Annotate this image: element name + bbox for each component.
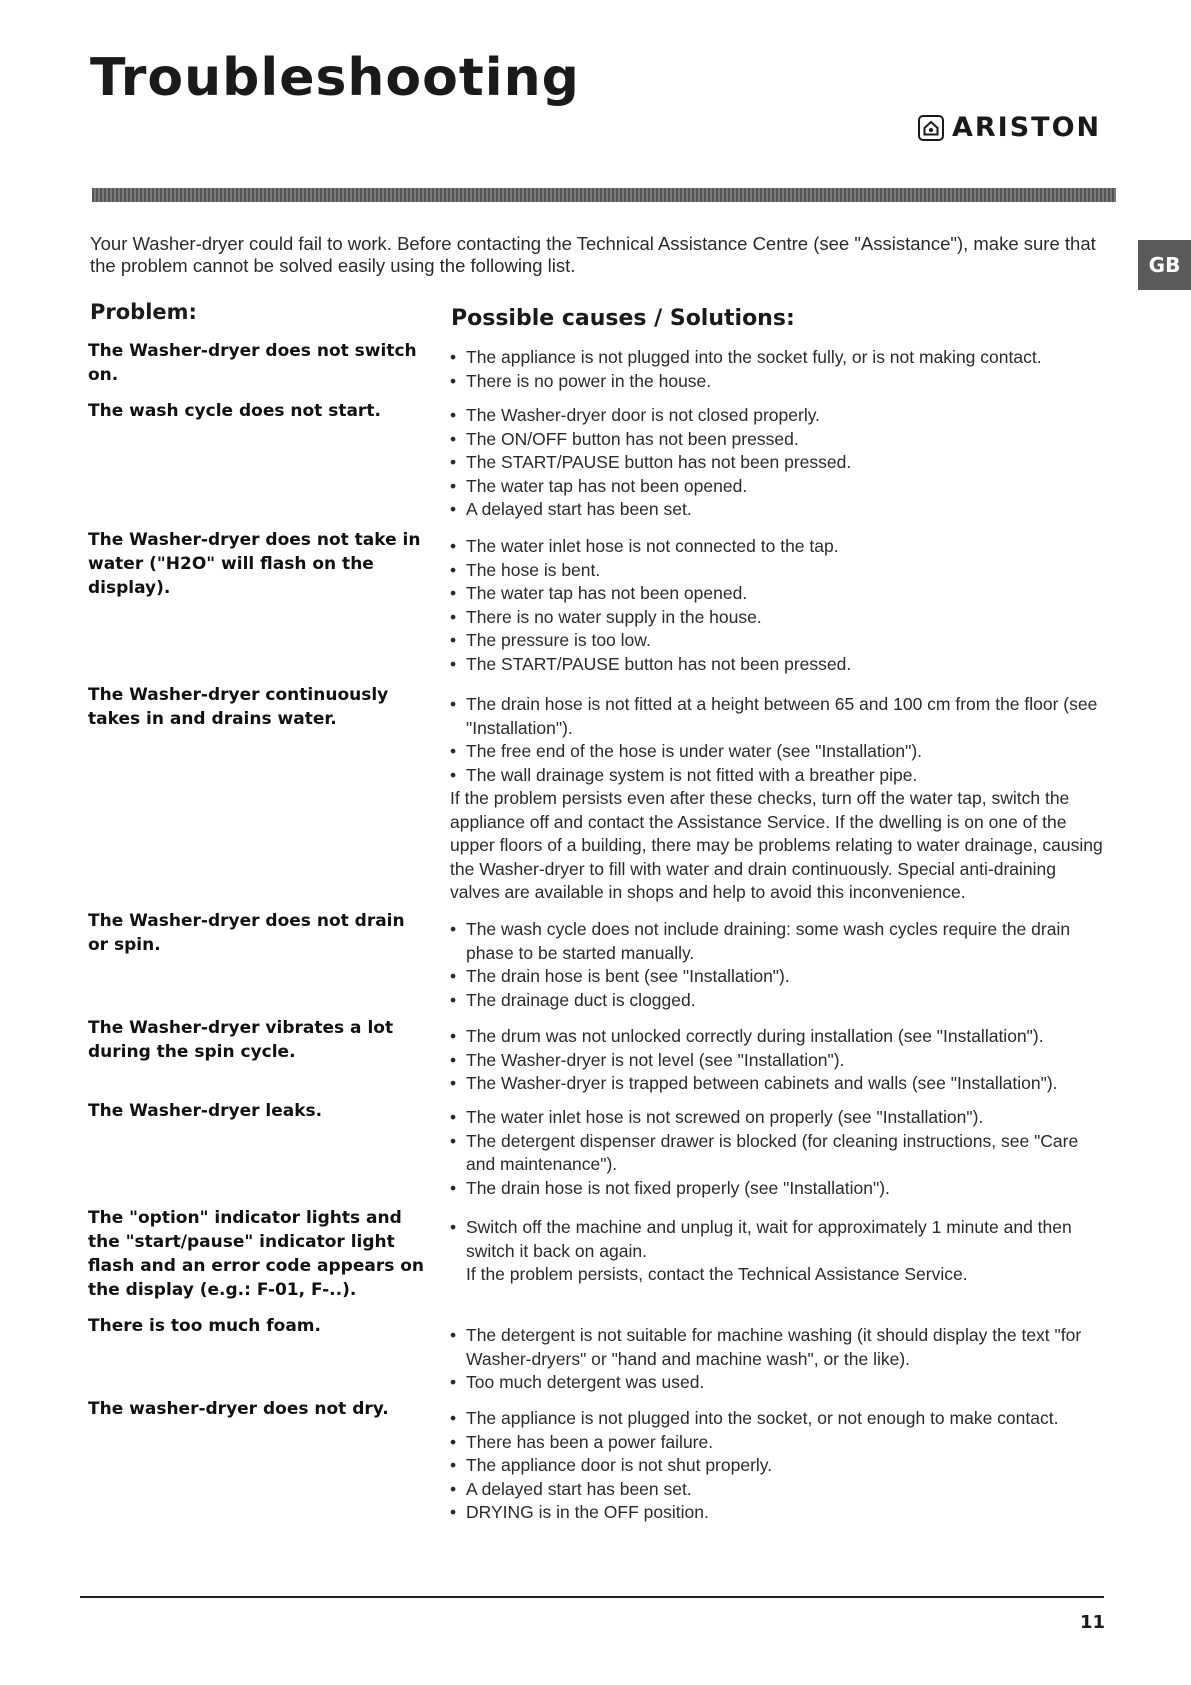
solution-error-code xyxy=(450,1216,1110,1287)
cause-item: • The drainage duct is clogged. xyxy=(450,989,1110,1013)
solution-switch-on xyxy=(450,346,1110,393)
problem-no-dry: The washer-dryer does not dry. xyxy=(88,1399,389,1419)
solution-no-water xyxy=(450,535,1110,676)
house-logo-icon xyxy=(918,115,944,141)
cause-item: • The START/PAUSE button has not been pressed. xyxy=(450,653,1110,677)
cause-item: • A delayed start has been set. xyxy=(450,498,1110,522)
cause-item: • There is no water supply in the house. xyxy=(450,606,1110,630)
cause-item: • The ON/OFF button has not been pressed. xyxy=(450,428,1110,452)
cause-item: • The drain hose is not fixed properly (see "Installation"). xyxy=(450,1177,1110,1201)
language-tab: GB xyxy=(1138,240,1191,290)
page-number: 11 xyxy=(1080,1612,1106,1633)
cause-item: • The START/PAUSE button has not been pressed. xyxy=(450,451,1110,475)
cause-item: • The hose is bent. xyxy=(450,559,1110,583)
problem-no-water: The Washer-dryer does not take in water ("H2O" will flash on the display). xyxy=(88,530,421,598)
page-title: Troubleshooting xyxy=(90,48,580,108)
footer-divider xyxy=(80,1596,1104,1598)
cause-item: • The appliance door is not shut properly. xyxy=(450,1454,1110,1478)
cause-item: • The drain hose is bent (see "Installation"). xyxy=(450,965,1110,989)
cause-item: • The water tap has not been opened. xyxy=(450,582,1110,606)
problem-continuous-drain: The Washer-dryer continuously takes in and drains water. xyxy=(88,685,389,729)
title-divider xyxy=(92,188,1116,202)
solution-too-much-foam xyxy=(450,1324,1110,1395)
solution-continuous-drain xyxy=(450,693,1110,905)
cause-item: • The drain hose is not fitted at a height between 65 and 100 cm from the floor (see "Installation"). xyxy=(450,693,1110,740)
cause-item: • The Washer-dryer door is not closed properly. xyxy=(450,404,1110,428)
solution-vibrates xyxy=(450,1025,1110,1096)
cause-item: • The free end of the hose is under water (see "Installation"). xyxy=(450,740,1110,764)
cause-item: • There has been a power failure. xyxy=(450,1431,1110,1455)
cause-item: • DRYING is in the OFF position. xyxy=(450,1501,1110,1525)
cause-item: • The Washer-dryer is trapped between cabinets and walls (see "Installation"). xyxy=(450,1072,1110,1096)
solution-column-heading: Possible causes / Solutions: xyxy=(451,306,795,331)
problem-column-heading: Problem: xyxy=(90,300,197,324)
cause-item: • The drum was not unlocked correctly during installation (see "Installation"). xyxy=(450,1025,1110,1049)
problem-error-code: The "option" indicator lights and the "start/pause" indicator light flash and an error code appears on the display (e.g.: F-01, F-..). xyxy=(88,1208,425,1300)
intro-text: Your Washer-dryer could fail to work. Before contacting the Technical Assistance Centre (see "Assistance"), make sure that the problem cannot be solved easily using the following list. xyxy=(90,233,1096,276)
cause-item: • The detergent is not suitable for machine washing (it should display the text "for Washer-dryers" or "hand and machine wash", or the like). xyxy=(450,1324,1110,1371)
cause-item: • The Washer-dryer is not level (see "Installation"). xyxy=(450,1049,1110,1073)
problem-no-drain-spin: The Washer-dryer does not drain or spin. xyxy=(88,911,405,955)
brand-logo xyxy=(918,112,1101,143)
solution-leaks xyxy=(450,1106,1110,1200)
cause-item: • Switch off the machine and unplug it, wait for approximately 1 minute and then switch it back on again. xyxy=(450,1216,1110,1263)
problem-vibrates: The Washer-dryer vibrates a lot during the spin cycle. xyxy=(88,1018,394,1062)
solution-no-dry xyxy=(450,1407,1110,1525)
solution-note: If the problem persists even after these checks, turn off the water tap, switch the appliance off and contact the Assistance Service. If the dwelling is on one of the upper floors of a building, there may be problems relating to water drainage, causing the Washer-dryer to fill with water and drain continuously. Special anti-draining valves are available in shops and help to avoid this inconvenience. xyxy=(450,788,1103,902)
cause-item: • The pressure is too low. xyxy=(450,629,1110,653)
problem-leaks: The Washer-dryer leaks. xyxy=(88,1101,323,1121)
solution-note: If the problem persists, contact the Technical Assistance Service. xyxy=(466,1264,968,1284)
cause-item: • There is no power in the house. xyxy=(450,370,1110,394)
cause-item: • The water inlet hose is not connected to the tap. xyxy=(450,535,1110,559)
cause-item: • A delayed start has been set. xyxy=(450,1478,1110,1502)
cause-item: • The detergent dispenser drawer is blocked (for cleaning instructions, see "Care and maintenance"). xyxy=(450,1130,1110,1177)
solution-cycle-start xyxy=(450,404,1110,522)
cause-item: • The wall drainage system is not fitted with a breather pipe. xyxy=(450,764,1110,788)
problem-cycle-start: The wash cycle does not start. xyxy=(88,401,381,421)
cause-item: • The water inlet hose is not screwed on properly (see "Installation"). xyxy=(450,1106,1110,1130)
cause-item: • The water tap has not been opened. xyxy=(450,475,1110,499)
cause-item: • Too much detergent was used. xyxy=(450,1371,1110,1395)
brand-name: ARISTON xyxy=(952,112,1102,143)
problem-switch-on: The Washer-dryer does not switch on. xyxy=(88,341,417,385)
solution-no-drain-spin xyxy=(450,918,1110,1012)
cause-item: • The appliance is not plugged into the socket, or not enough to make contact. xyxy=(450,1407,1110,1431)
cause-item: • The wash cycle does not include draining: some wash cycles require the drain phase to be started manually. xyxy=(450,918,1110,965)
cause-item: • The appliance is not plugged into the socket fully, or is not making contact. xyxy=(450,346,1110,370)
problem-too-much-foam: There is too much foam. xyxy=(88,1316,321,1336)
